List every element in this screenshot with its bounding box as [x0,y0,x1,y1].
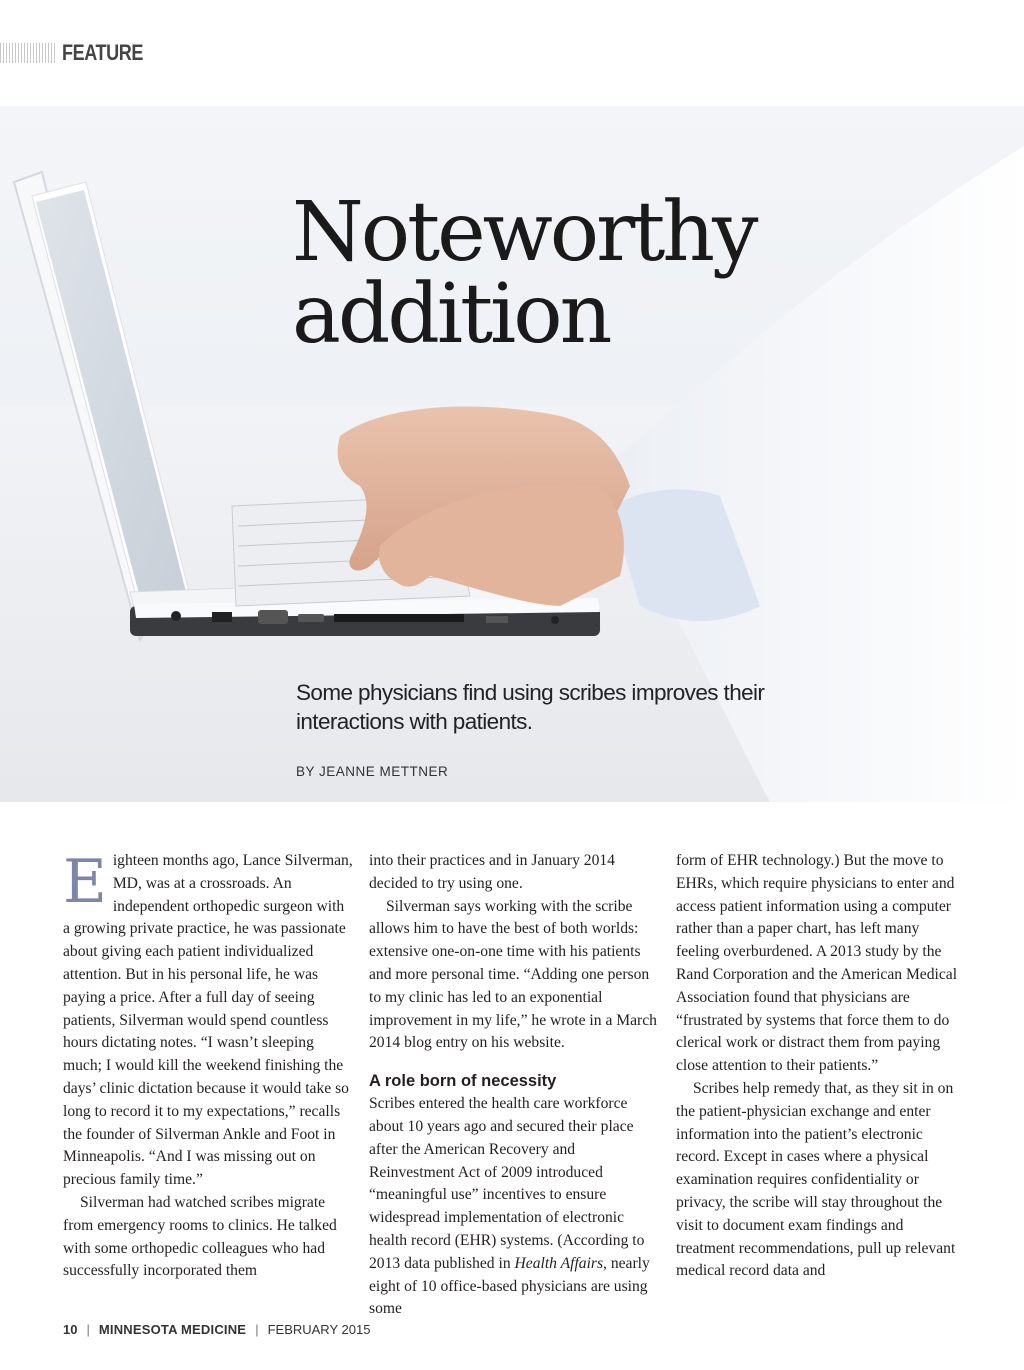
article-title [292,185,756,362]
body-paragraph [369,1093,659,1321]
drop-cap: E [63,847,107,917]
body-column-3 [676,850,966,1283]
body-paragraph: Silverman had watched scribes migrate from emergency rooms to clinics. He talked with some orthopedic colleagues who had successfully incorporated them [63,1193,337,1280]
paragraph-text: , nearly eight of 10 office-based physicians are using some [369,1254,650,1318]
page-footer [63,1322,370,1337]
body-paragraph [63,847,353,1192]
body-column-2 [369,850,659,1321]
page-number: 10 [63,1322,78,1337]
body-paragraph: Scribes help remedy that, as they sit in on the patient-physician exchange and enter information into the patient’s electronic record. Except in cases where a physical examination requires confidentiality or privacy, the scribe will stay throughout the visit to document exam findings and treatment recommendations, pull up relevant medical record data and [676,1079,956,1280]
section-label: FEATURE [62,40,143,65]
footer-divider: | [255,1322,259,1337]
body-paragraph: into their practices and in January 2014 decided to try using one. [369,852,615,892]
journal-title: Health Affairs [514,1254,604,1272]
paragraph-text: Scribes entered the health care workforce about 10 years ago and secured their place after the American Recovery and Reinvestment Act of 2009 introduced “meaningful use” incentives to ensure widespread implementation of electronic health record (EHR) systems. (According to 2013 data published in [369,1095,645,1272]
section-tag-stripes [0,43,56,63]
section-subhead: A role born of necessity [369,1072,557,1091]
body-paragraph: form of EHR technology.) But the move to EHRs, which require physicians to enter and access patient information using a computer rather than a paper chart, has left many feeling overburdened. A 2013 study by the Rand Corporation and the American Medical Association found that physicians are “frustrated by systems that force them to do clerical work or distract them from paying close attention to their patients.” [676,852,958,1075]
article-deck: Some physicians find using scribes improves their interactions with patients. [296,680,765,734]
section-tag [0,38,161,68]
title-line-1: Noteworthy [292,185,756,280]
body-paragraph: Silverman says working with the scribe allows him to have the best of both worlds: extensive one-on-one time with his patients and more personal time. “Adding one person to my clinic has led to an exponential improvement in my life,” he wrote in a March 2014 blog entry on his website. [369,897,657,1052]
paragraph-text: ighteen months ago, Lance Silverman, MD, was at a crossroads. An independent orthopedic surgeon with a growing private practice, he was passionate about giving each patient individualized attention. But in his personal life, he was paying a price. After a full day of seeing patients, Silverman would spend countless hours dictating notes. “I wasn’t sleeping much; I would kill the weekend finishing the days’ clinic dictation because it would take so long to record it to my expectations,” recalls the founder of Silverman Ankle and Foot in Minneapolis. “And I was missing out on precious family time.” [63,852,353,1189]
issue-date: FEBRUARY 2015 [267,1322,371,1337]
magazine-name: MINNESOTA MEDICINE [98,1322,247,1337]
byline: BY JEANNE METTNER [296,764,449,779]
title-line-2: addition [292,267,610,362]
footer-divider: | [86,1322,90,1337]
body-column-1 [63,847,353,1283]
